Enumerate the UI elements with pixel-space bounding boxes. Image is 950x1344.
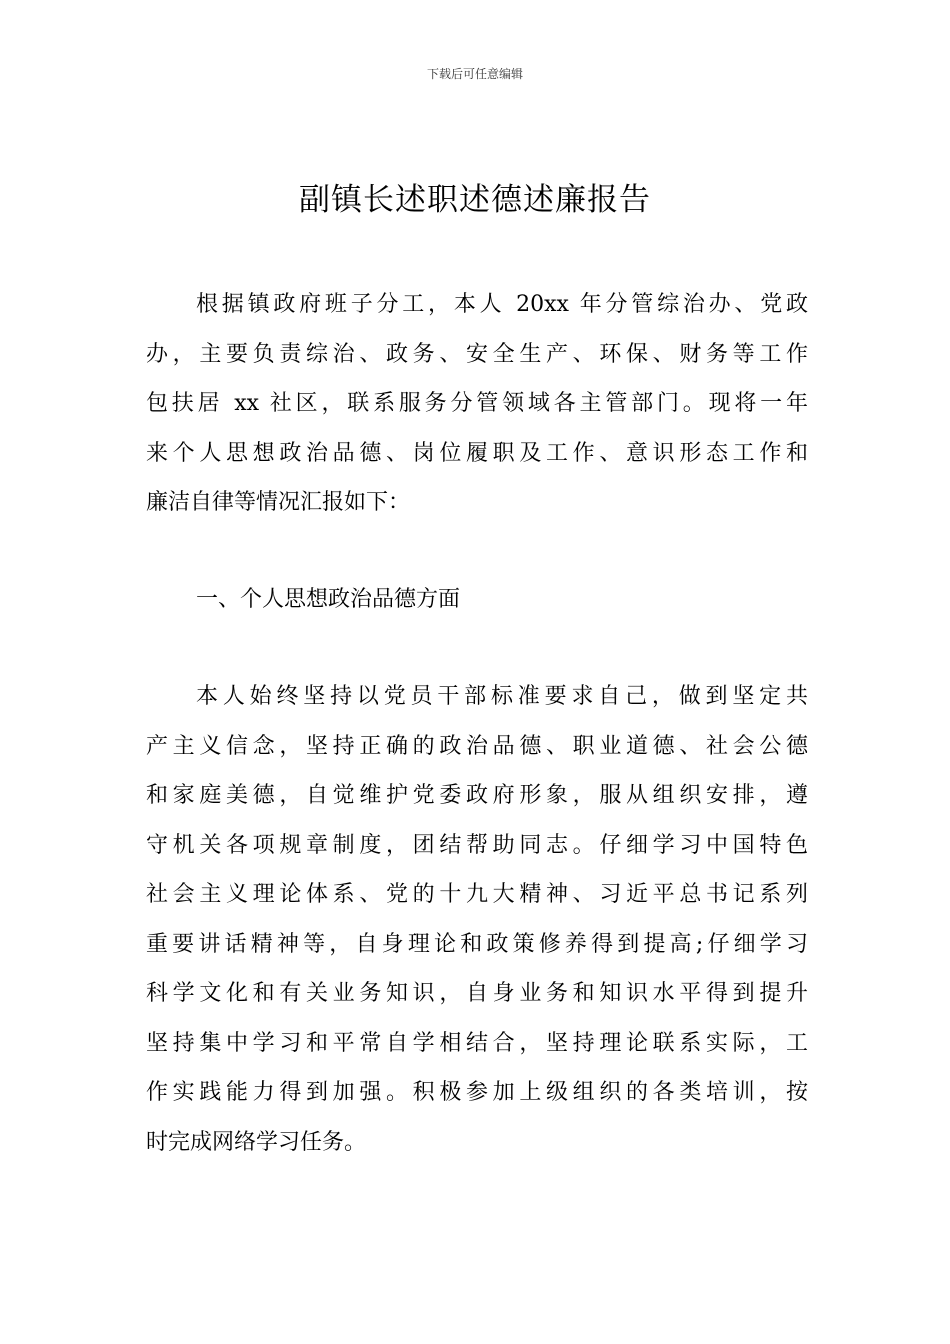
intro-line: 办，主要负责综治、政务、安全生产、环保、财务等工作 (146, 341, 808, 367)
section-line: 科学文化和有关业务知识，自身业务和知识水平得到提升 (146, 981, 808, 1006)
section-line: 作实践能力得到加强。积极参加上级组织的各类培训，按 (146, 1080, 808, 1105)
section-line: 时完成网络学习任务。 (146, 1129, 367, 1155)
document-title: 副镇长述职述德述廉报告 (299, 182, 651, 218)
section-heading: 一、个人思想政治品德方面 (196, 587, 461, 612)
intro-line: 来个人思想政治品德、岗位履职及工作、意识形态工作和 (146, 440, 808, 466)
section-line: 产主义信念，坚持正确的政治品德、职业道德、社会公德 (146, 733, 808, 759)
section-line: 社会主义理论体系、党的十九大精神、习近平总书记系列 (146, 882, 808, 907)
intro-line: 包扶居 xx 社区，联系服务分管领域各主管部门。现将一年 (146, 391, 808, 416)
section-paragraph (146, 672, 808, 1167)
section-line: 本人始终坚持以党员干部标准要求自己，做到坚定共 (196, 684, 808, 709)
intro-paragraph (146, 280, 808, 528)
intro-line: 根据镇政府班子分工，本人 20xx 年分管综治办、党政 (196, 292, 808, 317)
section-line: 守机关各项规章制度，团结帮助同志。仔细学习中国特色 (146, 832, 808, 858)
section-line: 和家庭美德，自觉维护党委政府形象，服从组织安排，遵 (146, 783, 808, 808)
page-header-note: 下载后可任意编辑 (426, 67, 523, 81)
section-line: 重要讲话精神等，自身理论和政策修养得到提高;仔细学习 (146, 931, 808, 957)
intro-line: 廉洁自律等情况汇报如下： (146, 490, 411, 515)
section-line: 坚持集中学习和平常自学相结合，坚持理论联系实际，工 (146, 1030, 808, 1056)
